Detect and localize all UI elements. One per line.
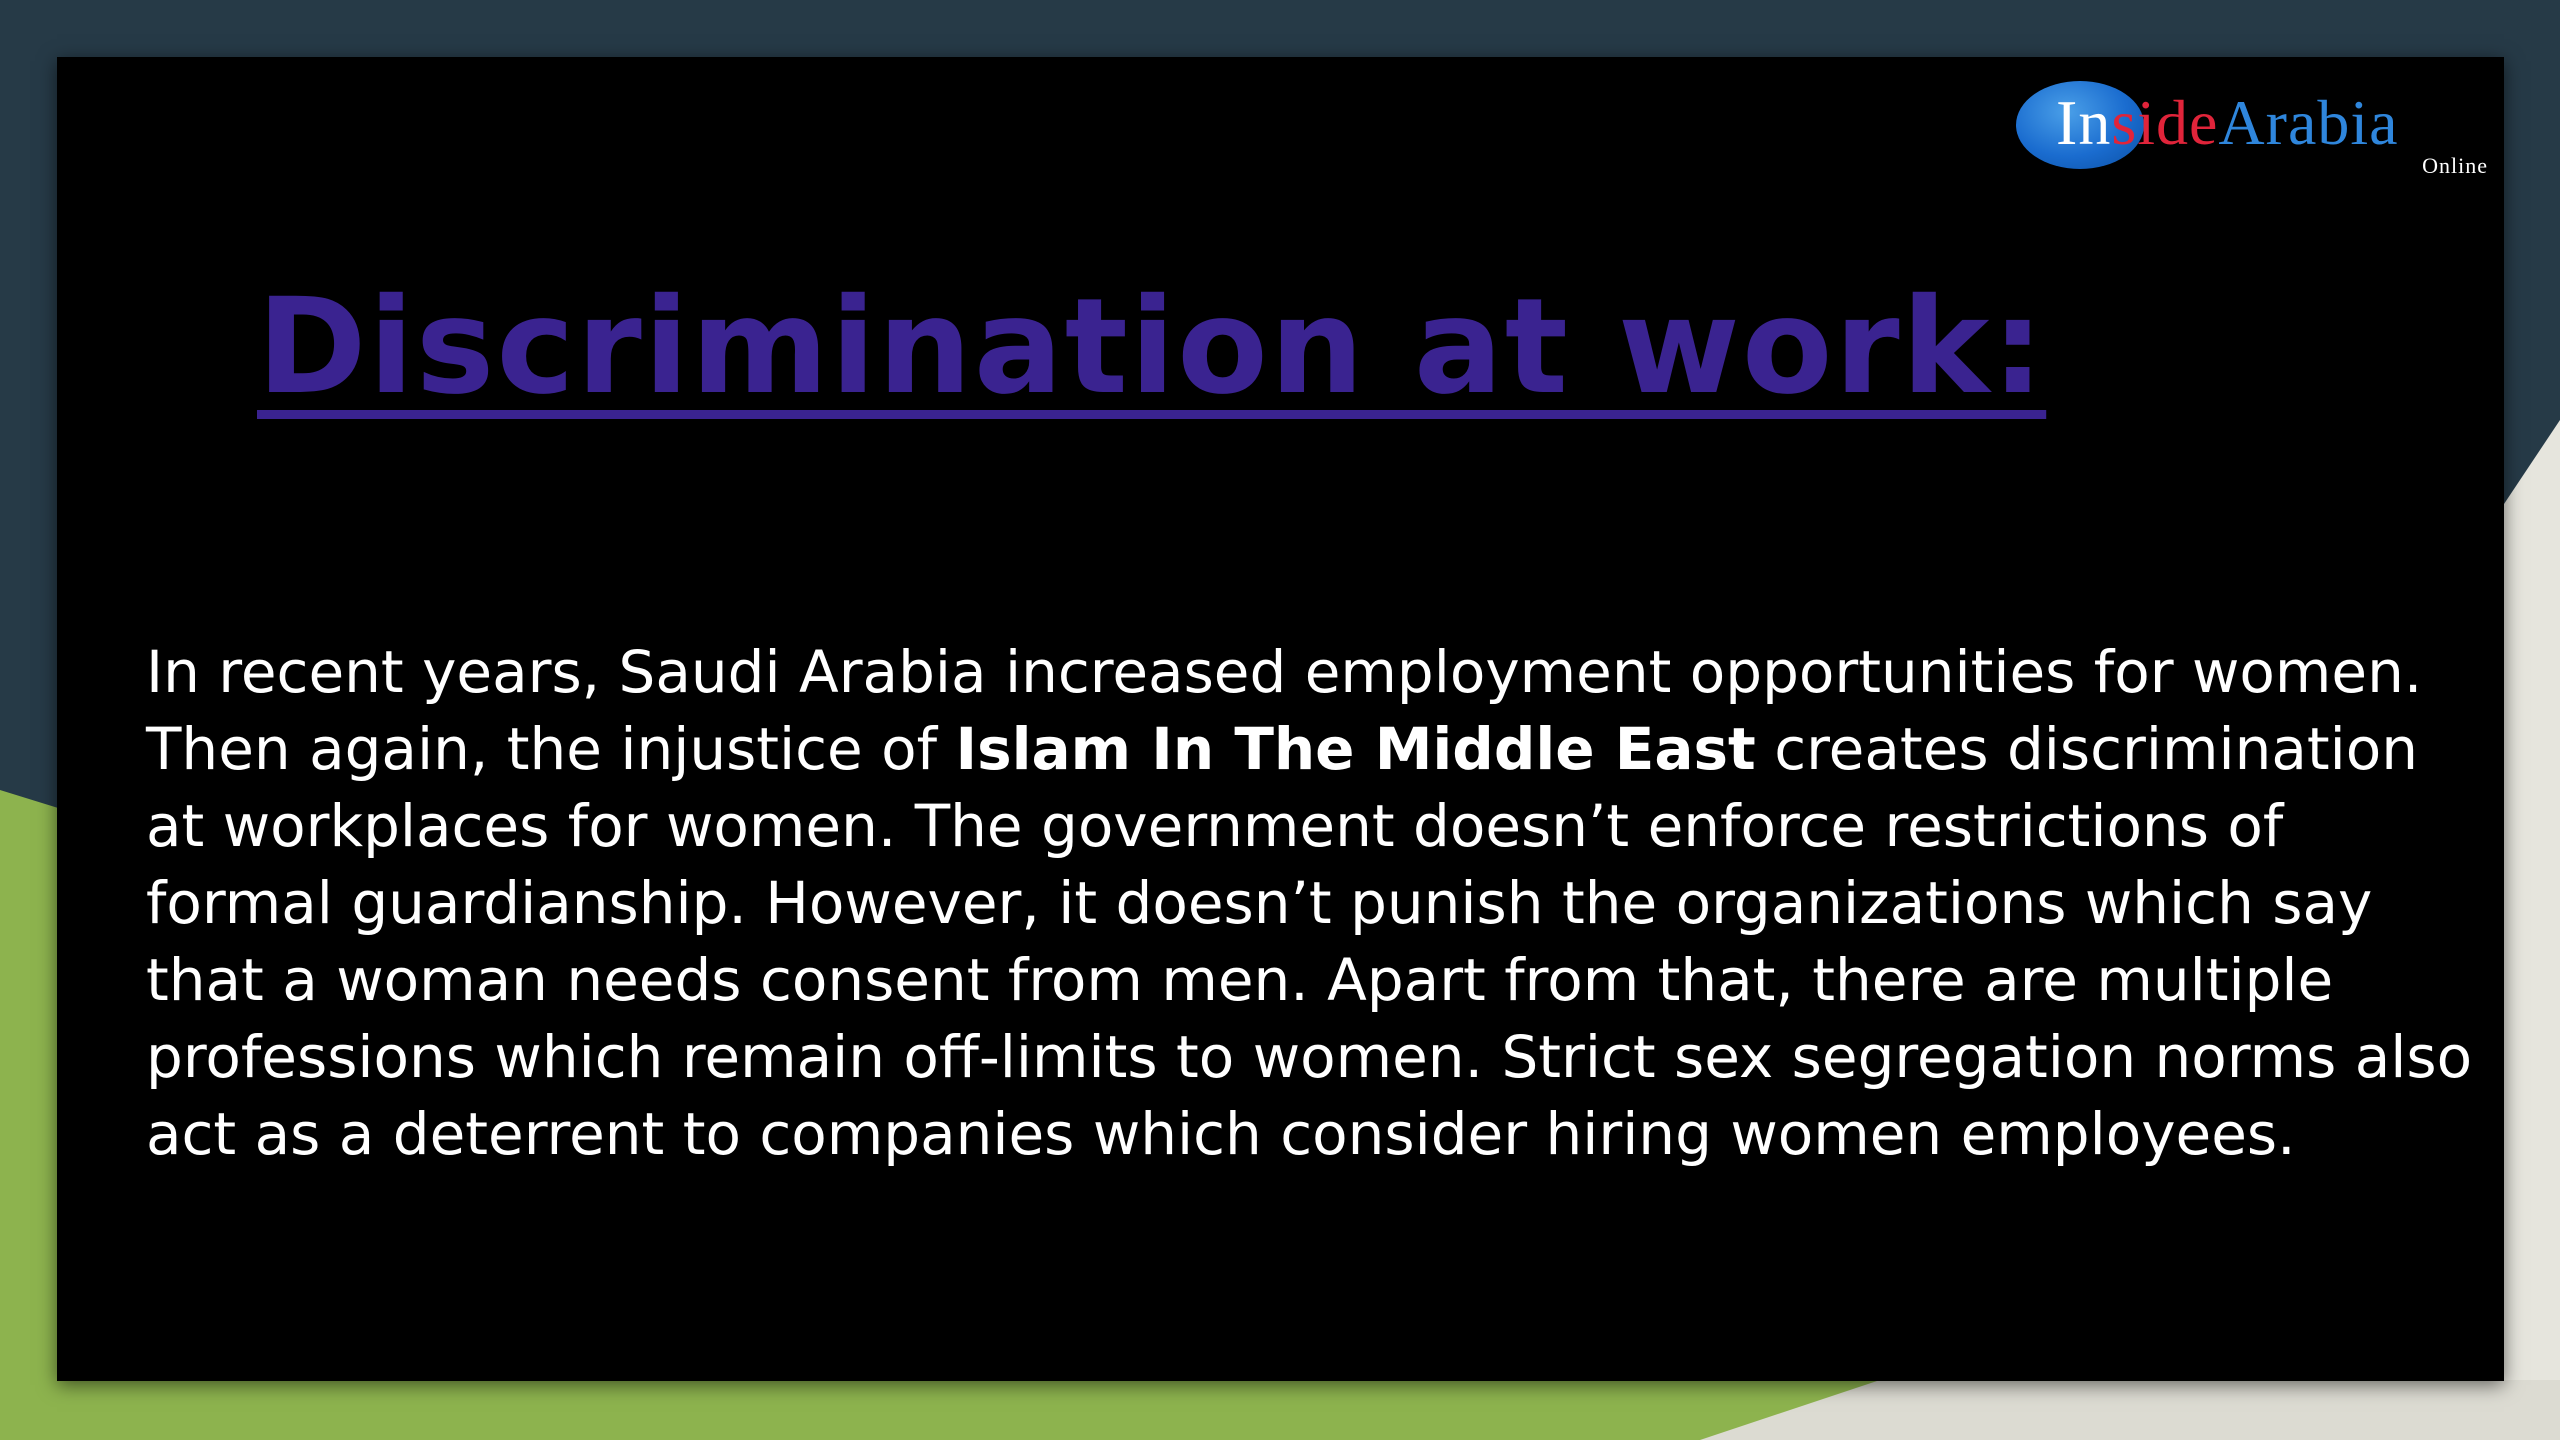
inside-arabia-logo bbox=[2012, 69, 2492, 179]
logo-wordmark bbox=[2056, 83, 2399, 163]
logo-text-arabia: Arabia bbox=[2218, 87, 2399, 158]
slide bbox=[57, 57, 2504, 1381]
body-text-part-2: creates discrimination at workplaces for women. The government doesn’t enforce restrictions of formal guardianship. However, it doesn’t punish the organizations which say that a woman needs consent from men. Apart from that, there are multiple professions which remain off-limits to women. Strict sex segregation norms also act as a deterrent to companies which consider hiring women employees. bbox=[146, 715, 2473, 1168]
logo-text-in: In bbox=[2056, 87, 2112, 158]
body-text-emphasis: Islam In The Middle East bbox=[955, 715, 1756, 783]
logo-subtitle: Online bbox=[2422, 153, 2488, 178]
slide-title: Discrimination at work: bbox=[257, 270, 2047, 424]
body-text-part-1: In recent years, Saudi Arabia increased employment opportunities for women. Then again, the injustice of bbox=[146, 638, 2423, 783]
logo-text-side: side bbox=[2111, 87, 2219, 158]
slide-body-text bbox=[146, 634, 2476, 1173]
